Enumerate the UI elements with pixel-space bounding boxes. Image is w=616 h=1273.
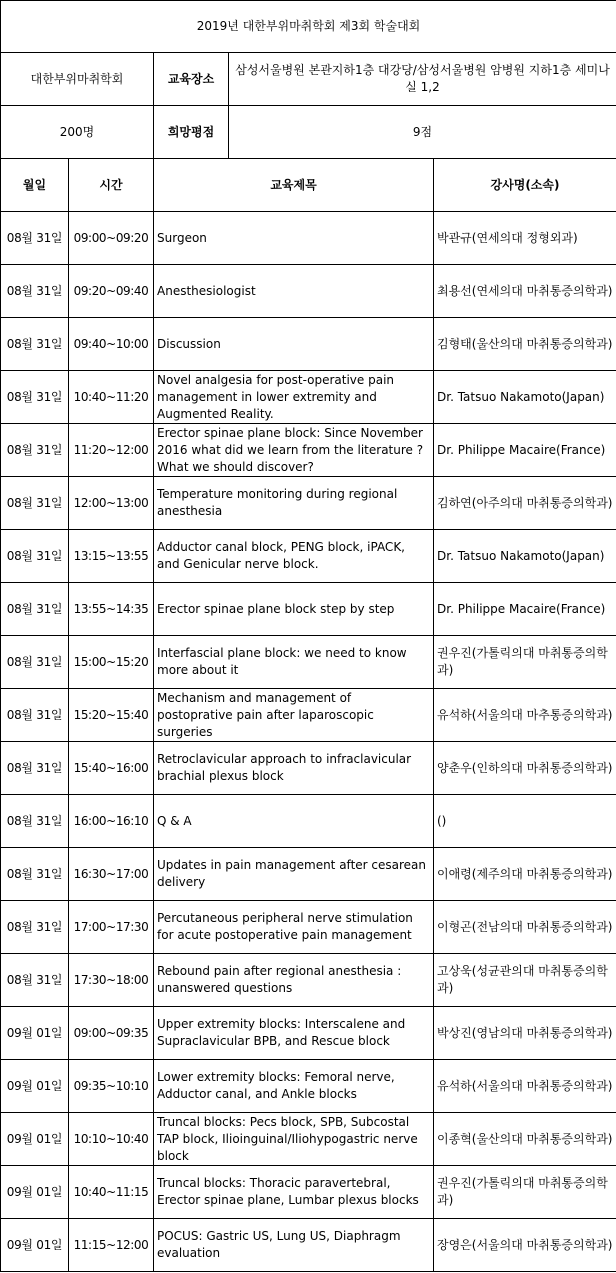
row-speaker: 이애령(제주의대 마취통증의학과) bbox=[434, 848, 616, 901]
row-speaker: 김하연(아주의대 마취통증의학과) bbox=[434, 477, 616, 530]
row-speaker: 최용선(연세의대 마취통증의학과) bbox=[434, 265, 616, 318]
row-speaker: 유석하(서울의대 마취통증의학과) bbox=[434, 1060, 616, 1113]
table-row bbox=[1, 530, 616, 583]
row-time: 09:00~09:20 bbox=[69, 212, 154, 265]
row-time: 13:15~13:55 bbox=[69, 530, 154, 583]
row-topic: Adductor canal block, PENG block, iPACK, and Genicular nerve block. bbox=[154, 530, 434, 583]
row-time: 10:40~11:15 bbox=[69, 1166, 154, 1219]
row-date: 08월 31일 bbox=[1, 212, 69, 265]
venue-value: 삼성서울병원 본관지하1층 대강당/삼성서울병원 암병원 지하1층 세미나실 1,2 bbox=[229, 53, 616, 106]
row-topic: Erector spinae plane block: Since November 2016 what did we learn from the literature ? What we should discover? bbox=[154, 424, 434, 477]
row-speaker: 권우진(가톨릭의대 마취통증의학과) bbox=[434, 636, 616, 689]
row-topic: Temperature monitoring during regional anesthesia bbox=[154, 477, 434, 530]
organizer-name: 대한부위마취학회 bbox=[1, 53, 154, 106]
row-date: 08월 31일 bbox=[1, 424, 69, 477]
row-speaker: 이종혁(울산의대 마취통증의학과) bbox=[434, 1113, 616, 1166]
header-topic: 교육제목 bbox=[154, 159, 434, 212]
row-topic: Surgeon bbox=[154, 212, 434, 265]
row-time: 10:10~10:40 bbox=[69, 1113, 154, 1166]
table-row bbox=[1, 742, 616, 795]
row-speaker: 장영은(서울의대 마취통증의학과) bbox=[434, 1219, 616, 1272]
row-date: 08월 31일 bbox=[1, 530, 69, 583]
row-time: 17:30~18:00 bbox=[69, 954, 154, 1007]
row-topic: Retroclavicular approach to infraclavicular brachial plexus block bbox=[154, 742, 434, 795]
table-row bbox=[1, 1113, 616, 1166]
row-time: 15:00~15:20 bbox=[69, 636, 154, 689]
header-time: 시간 bbox=[69, 159, 154, 212]
rating-value: 9점 bbox=[229, 106, 616, 159]
row-date: 08월 31일 bbox=[1, 742, 69, 795]
row-time: 16:30~17:00 bbox=[69, 848, 154, 901]
row-speaker: Dr. Philippe Macaire(France) bbox=[434, 424, 616, 477]
table-row bbox=[1, 901, 616, 954]
table-row bbox=[1, 848, 616, 901]
row-time: 09:40~10:00 bbox=[69, 318, 154, 371]
row-date: 09월 01일 bbox=[1, 1007, 69, 1060]
table-row bbox=[1, 265, 616, 318]
table-row bbox=[1, 424, 616, 477]
row-date: 08월 31일 bbox=[1, 901, 69, 954]
row-date: 09월 01일 bbox=[1, 1219, 69, 1272]
row-speaker: 권우진(가톨릭의대 마취통증의학과) bbox=[434, 1166, 616, 1219]
table-row bbox=[1, 1219, 616, 1272]
row-topic: Percutaneous peripheral nerve stimulation for acute postoperative pain management bbox=[154, 901, 434, 954]
row-time: 10:40~11:20 bbox=[69, 371, 154, 424]
row-date: 08월 31일 bbox=[1, 583, 69, 636]
row-time: 09:00~09:35 bbox=[69, 1007, 154, 1060]
row-time: 12:00~13:00 bbox=[69, 477, 154, 530]
row-time: 15:40~16:00 bbox=[69, 742, 154, 795]
row-date: 09월 01일 bbox=[1, 1113, 69, 1166]
row-time: 16:00~16:10 bbox=[69, 795, 154, 848]
row-date: 08월 31일 bbox=[1, 689, 69, 742]
row-date: 08월 31일 bbox=[1, 848, 69, 901]
row-topic: POCUS: Gastric US, Lung US, Diaphragm evaluation bbox=[154, 1219, 434, 1272]
row-date: 08월 31일 bbox=[1, 371, 69, 424]
row-date: 08월 31일 bbox=[1, 265, 69, 318]
row-topic: Anesthesiologist bbox=[154, 265, 434, 318]
table-row bbox=[1, 954, 616, 1007]
row-speaker: Dr. Tatsuo Nakamoto(Japan) bbox=[434, 371, 616, 424]
table-row bbox=[1, 1060, 616, 1113]
row-date: 08월 31일 bbox=[1, 795, 69, 848]
rating-label: 희망평점 bbox=[154, 106, 229, 159]
page-title: 2019년 대한부위마취학회 제3회 학술대회 bbox=[1, 1, 616, 53]
row-topic: Truncal blocks: Thoracic paravertebral, Erector spinae plane, Lumbar plexus blocks bbox=[154, 1166, 434, 1219]
row-date: 09월 01일 bbox=[1, 1060, 69, 1113]
row-time: 09:20~09:40 bbox=[69, 265, 154, 318]
row-speaker: () bbox=[434, 795, 616, 848]
table-row bbox=[1, 583, 616, 636]
table-row bbox=[1, 1007, 616, 1060]
capacity-value: 200명 bbox=[1, 106, 154, 159]
row-topic: Upper extremity blocks: Interscalene and Supraclavicular BPB, and Rescue block bbox=[154, 1007, 434, 1060]
row-topic: Updates in pain management after cesarean delivery bbox=[154, 848, 434, 901]
row-topic: Q & A bbox=[154, 795, 434, 848]
row-speaker: 양춘우(인하의대 마취통증의학과) bbox=[434, 742, 616, 795]
row-speaker: Dr. Tatsuo Nakamoto(Japan) bbox=[434, 530, 616, 583]
table-row bbox=[1, 1166, 616, 1219]
table-row bbox=[1, 795, 616, 848]
row-speaker: 김형태(울산의대 마취통증의학과) bbox=[434, 318, 616, 371]
row-time: 09:35~10:10 bbox=[69, 1060, 154, 1113]
row-speaker: 고상욱(성균관의대 마취통증의학과) bbox=[434, 954, 616, 1007]
row-topic: Lower extremity blocks: Femoral nerve, Adductor canal, and Ankle blocks bbox=[154, 1060, 434, 1113]
row-time: 15:20~15:40 bbox=[69, 689, 154, 742]
row-time: 17:00~17:30 bbox=[69, 901, 154, 954]
row-speaker: 박상진(영남의대 마취통증의학과) bbox=[434, 1007, 616, 1060]
header-date: 월일 bbox=[1, 159, 69, 212]
row-time: 13:55~14:35 bbox=[69, 583, 154, 636]
row-topic: Erector spinae plane block step by step bbox=[154, 583, 434, 636]
table-row bbox=[1, 636, 616, 689]
row-topic: Truncal blocks: Pecs block, SPB, Subcostal TAP block, Ilioinguinal/Iliohypogastric nerve block bbox=[154, 1113, 434, 1166]
row-date: 08월 31일 bbox=[1, 477, 69, 530]
table-row bbox=[1, 212, 616, 265]
row-time: 11:20~12:00 bbox=[69, 424, 154, 477]
row-date: 08월 31일 bbox=[1, 318, 69, 371]
row-topic: Discussion bbox=[154, 318, 434, 371]
row-date: 08월 31일 bbox=[1, 954, 69, 1007]
row-time: 11:15~12:00 bbox=[69, 1219, 154, 1272]
row-date: 09월 01일 bbox=[1, 1166, 69, 1219]
venue-label: 교육장소 bbox=[154, 53, 229, 106]
row-topic: Novel analgesia for post-operative pain management in lower extremity and Augmented Reality. bbox=[154, 371, 434, 424]
row-speaker: 이형곤(전남의대 마취통증의학과) bbox=[434, 901, 616, 954]
row-speaker: 유석하(서울의대 마추통증의학과) bbox=[434, 689, 616, 742]
table-row bbox=[1, 318, 616, 371]
row-topic: Rebound pain after regional anesthesia : unanswered questions bbox=[154, 954, 434, 1007]
row-date: 08월 31일 bbox=[1, 636, 69, 689]
row-topic: Interfascial plane block: we need to know more about it bbox=[154, 636, 434, 689]
row-speaker: 박관규(연세의대 정형외과) bbox=[434, 212, 616, 265]
row-speaker: Dr. Philippe Macaire(France) bbox=[434, 583, 616, 636]
row-topic: Mechanism and management of postoprative pain after laparoscopic surgeries bbox=[154, 689, 434, 742]
table-row bbox=[1, 477, 616, 530]
table-row bbox=[1, 371, 616, 424]
table-row bbox=[1, 689, 616, 742]
header-speaker: 강사명(소속) bbox=[434, 159, 616, 212]
